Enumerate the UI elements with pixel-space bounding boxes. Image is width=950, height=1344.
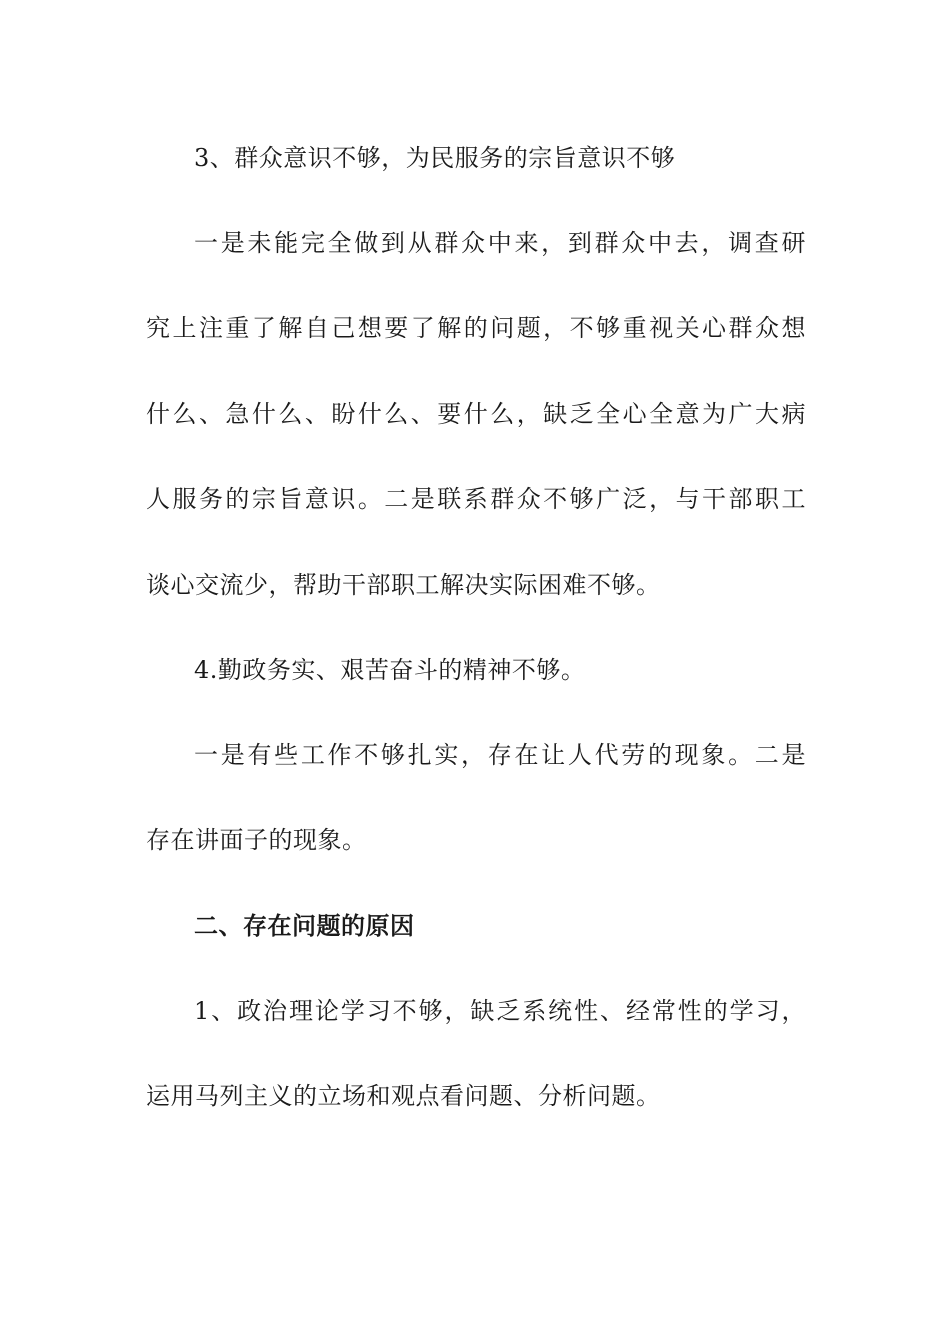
paragraph-line: 一是未能完全做到从群众中来，到群众中去，调查研 xyxy=(194,229,806,257)
paragraph-line: 究上注重了解自己想要了解的问题，不够重视关心群众想 xyxy=(146,314,806,342)
paragraph-line: 一是有些工作不够扎实，存在让人代劳的现象。二是 xyxy=(194,741,806,769)
paragraph-line: 什么、急什么、盼什么、要什么，缺乏全心全意为广大病 xyxy=(146,400,806,428)
paragraph-line: 谈心交流少，帮助干部职工解决实际困难不够。 xyxy=(146,571,661,599)
item-4-heading: 4.勤政务实、艰苦奋斗的精神不够。 xyxy=(194,656,586,684)
item-3-heading: 3、群众意识不够，为民服务的宗旨意识不够 xyxy=(194,144,676,172)
paragraph-line: 1、政治理论学习不够，缺乏系统性、经常性的学习， xyxy=(194,997,806,1025)
paragraph-line: 人服务的宗旨意识。二是联系群众不够广泛，与干部职工 xyxy=(146,485,806,513)
section-heading: 二、存在问题的原因 xyxy=(194,912,415,940)
paragraph-line: 运用马列主义的立场和观点看问题、分析问题。 xyxy=(146,1082,661,1110)
paragraph-line: 存在讲面子的现象。 xyxy=(146,826,367,854)
